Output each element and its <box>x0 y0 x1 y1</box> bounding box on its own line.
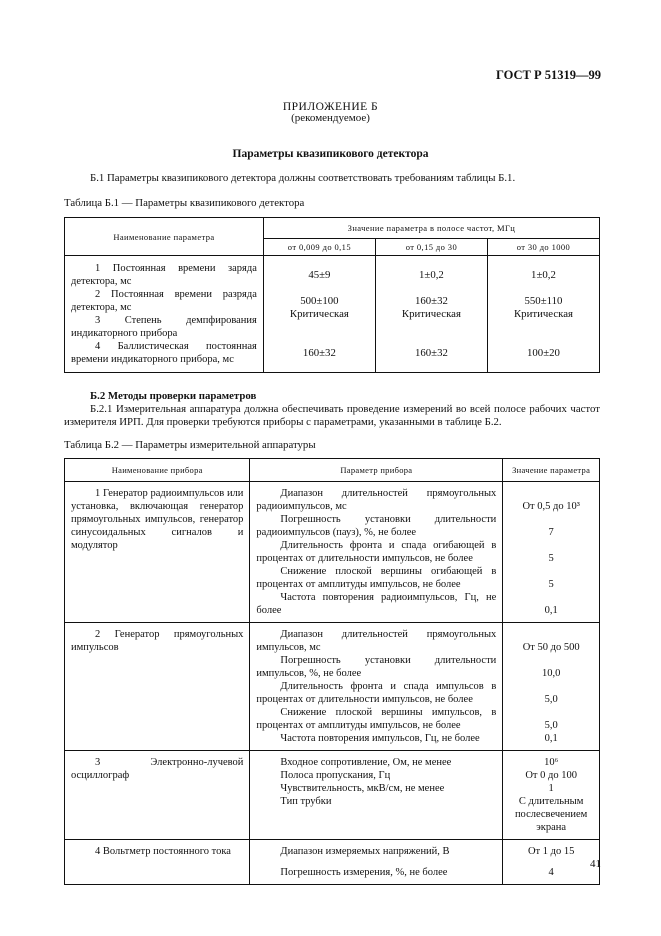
table1-row-name: 2 Постоянная времени разряда детектора, мс <box>71 289 257 313</box>
section-title: Параметры квазипикового детектора <box>232 148 429 160</box>
table2-param: Диапазон длительностей прямоугольных радиоимпульсов, мс <box>256 488 497 512</box>
table2-device-name: 2 Генератор прямоугольных импульсов <box>71 629 244 653</box>
table1-cell: 500±100 <box>300 295 339 307</box>
table2-params-cell <box>250 751 503 840</box>
table2-value: От 1 до 15 <box>527 846 575 857</box>
table2-params-cell <box>250 482 503 623</box>
table1-cell: 160±32 <box>302 347 336 359</box>
table2-value: 1 <box>548 783 554 794</box>
table2-row <box>65 482 600 623</box>
table2-value: 4 <box>548 867 554 878</box>
table2-row <box>65 751 600 840</box>
table2-header-device: Наименование прибора <box>65 459 250 482</box>
table-b2 <box>64 458 600 885</box>
table2-value: 5 <box>548 579 554 590</box>
page-number: 41 <box>590 858 601 870</box>
table1-header-name: Наименование параметра <box>65 218 264 256</box>
document-code: ГОСТ Р 51319—99 <box>495 68 601 82</box>
table2-caption: Таблица Б.2 — Параметры измерительной аппаратуры <box>64 439 316 451</box>
table2-value: 10⁶ <box>544 757 559 768</box>
table1-cell: 1±0,2 <box>531 269 556 281</box>
table2-value: 10,0 <box>541 668 561 679</box>
table1-names-cell <box>65 256 264 373</box>
table2-param: Частота повторения импульсов, Гц, не более <box>280 733 480 744</box>
table2-device-cell <box>65 751 250 840</box>
table2-device-cell <box>65 482 250 623</box>
table1-cell: 160±32 <box>414 347 448 359</box>
table2-param: Диапазон длительностей прямоугольных импульсов, мс <box>256 629 497 653</box>
table1-cell: Критическая <box>513 308 573 320</box>
table1-cell: Критическая <box>401 308 461 320</box>
table2-device-name: 3 Электронно-лучевой осциллограф <box>71 757 244 781</box>
table2-value: 0,1 <box>544 733 558 744</box>
table1-values-col-3 <box>487 256 599 373</box>
table2-value: С длительным послесвечением экрана <box>514 796 588 833</box>
table2-device-cell <box>65 623 250 751</box>
table2-param: Погрешность установки длительности радиоимпульсов (пауз), %, не более <box>256 514 497 538</box>
table1-cell: Критическая <box>289 308 349 320</box>
table2-value: От 50 до 500 <box>522 642 580 653</box>
table2-value: 7 <box>548 527 554 538</box>
table1-cell: 100±20 <box>527 347 560 359</box>
table2-header-param: Параметр прибора <box>250 459 503 482</box>
table2-params-cell <box>250 623 503 751</box>
table2-param: Снижение плоской вершины импульсов, в процентах от амплитуды импульсов, не более <box>256 707 497 731</box>
paragraph-b2-1: Б.2.1 Измерительная аппаратура должна обеспечивать проведение измерений во всей полосе рабочих частот измерителя ИРП. Для проверки требуются приборы с параметрами, указанными в таблице Б.2. <box>64 403 600 428</box>
table2-device-cell <box>65 840 250 885</box>
table2-value: 0,1 <box>544 605 558 616</box>
table2-param: Снижение плоской вершины огибающей в процентах от амплитуды импульсов, не более <box>256 566 497 590</box>
table2-values-cell <box>503 482 600 623</box>
table2-values-cell <box>503 623 600 751</box>
paragraph-b1: Б.1 Параметры квазипикового детектора должны соответствовать требованиям таблицы Б.1. <box>90 172 516 184</box>
table1-cell: 1±0,2 <box>419 269 444 281</box>
table1-cell: 550±110 <box>524 295 563 307</box>
table1-values-col-1 <box>263 256 375 373</box>
appendix-subtitle: (рекомендуемое) <box>291 112 370 124</box>
table2-value: 5,0 <box>544 694 558 705</box>
table1-cell: 160±32 <box>414 295 448 307</box>
table1-row-name: 3 Степень демпфирования индикаторного прибора <box>71 315 257 339</box>
table2-header-value: Значение параметра <box>503 459 600 482</box>
table1-cell: 45±9 <box>308 269 331 281</box>
table2-value: 5,0 <box>544 720 558 731</box>
table1-caption: Таблица Б.1 — Параметры квазипикового детектора <box>64 197 305 209</box>
table2-param: Погрешность установки длительности импульсов, %, не более <box>256 655 497 679</box>
table2-param: Чувствительность, мкВ/см, не менее <box>280 783 445 794</box>
table2-params-cell <box>250 840 503 885</box>
table2-value: 5 <box>548 553 554 564</box>
section-b2-title: Б.2 Методы проверки параметров <box>90 390 257 402</box>
table2-row <box>65 840 600 885</box>
table1-header-range-1: от 0,009 до 0,15 <box>263 239 375 256</box>
table-b1 <box>64 217 600 373</box>
table2-param: Длительность фронта и спада импульсов в процентах от длительности импульсов, не более <box>256 681 497 705</box>
table2-row <box>65 623 600 751</box>
table2-values-cell <box>503 751 600 840</box>
table2-param: Диапазон измеряемых напряжений, В <box>280 846 450 857</box>
table1-header-range-3: от 30 до 1000 <box>487 239 599 256</box>
table2-values-cell <box>503 840 600 885</box>
table2-param: Длительность фронта и спада огибающей в процентах от длительности импульсов, не более <box>256 540 497 564</box>
table1-header-range-2: от 0,15 до 30 <box>375 239 487 256</box>
table2-value: От 0 до 100 <box>525 770 577 781</box>
table1-row-name: 4 Баллистическая постоянная времени индикаторного прибора, мс <box>71 341 257 365</box>
table2-device-name: 4 Вольтметр постоянного тока <box>95 846 231 857</box>
table2-param: Полоса пропускания, Гц <box>280 770 391 781</box>
table2-device-name: 1 Генератор радиоимпульсов или установка, включающая генератор прямоугольных импульсов, генератор синусоидальных сигналов и модулятор <box>71 488 244 551</box>
table2-value: От 0,5 до 10³ <box>522 501 580 512</box>
table1-row-name: 1 Постоянная времени заряда детектора, мс <box>71 263 257 287</box>
table2-param: Тип трубки <box>280 796 332 807</box>
appendix-title: ПРИЛОЖЕНИЕ Б <box>282 101 379 113</box>
table1-values-col-2 <box>375 256 487 373</box>
table1-header-group: Значение параметра в полосе частот, МГц <box>263 218 599 239</box>
table2-param: Частота повторения радиоимпульсов, Гц, не более <box>256 592 497 616</box>
table2-param: Входное сопротивление, Ом, не менее <box>280 757 452 768</box>
table2-param: Погрешность измерения, %, не более <box>280 867 448 878</box>
